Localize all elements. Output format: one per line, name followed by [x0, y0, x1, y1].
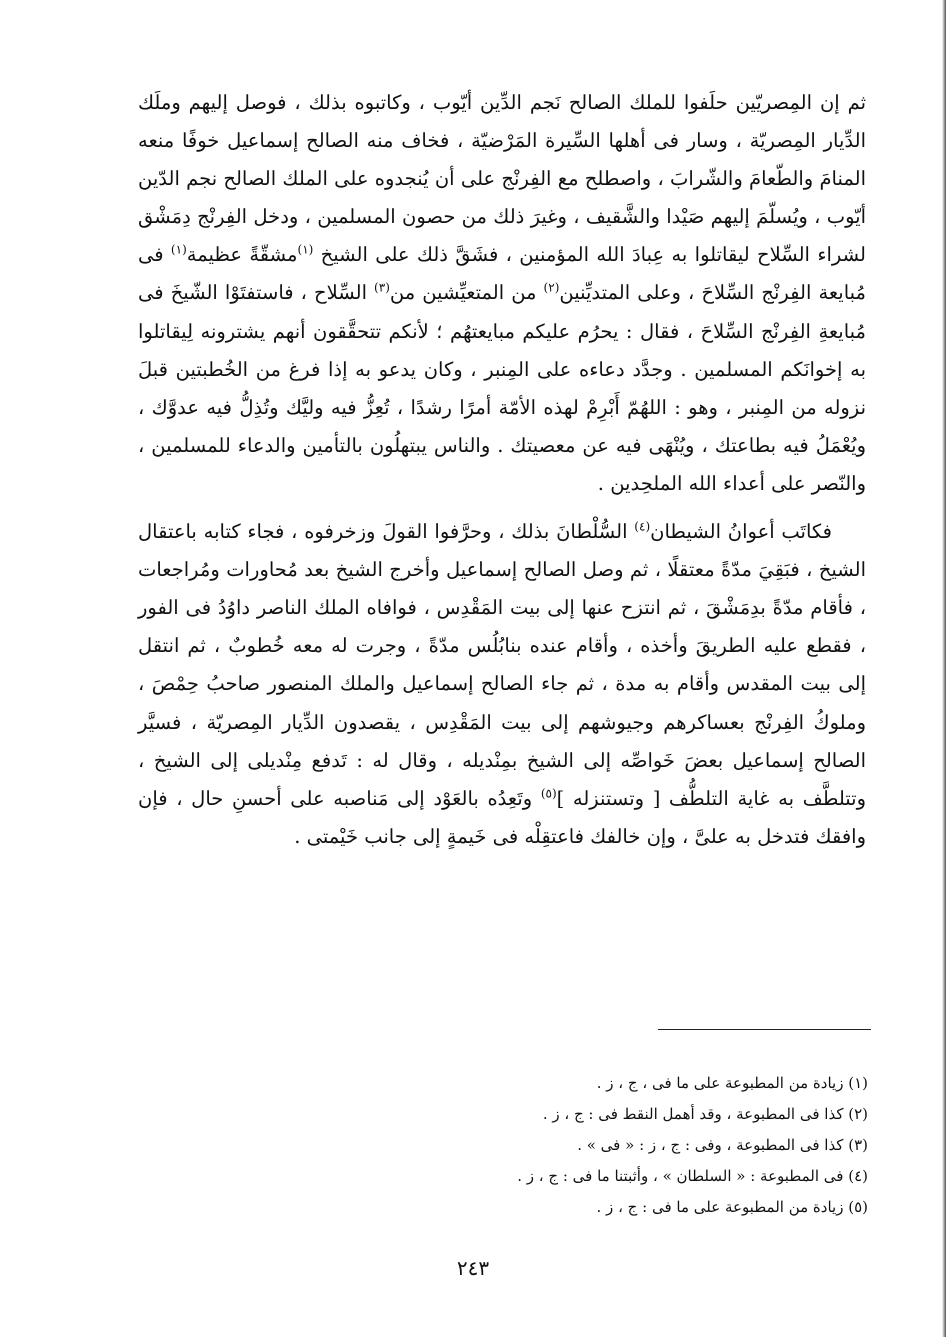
footnote: (٣) كذا فى المطبوعة ، وفى : ج ، ز : « فى » . — [577, 1136, 868, 1154]
footnote-marker: (٣) — [374, 280, 390, 295]
text-segment: مشقّةً عظيمة — [186, 243, 298, 267]
footnote: (٥) زيادة من المطبوعة على ما فى : ج ، ز . — [596, 1198, 868, 1216]
footnote-marker: (٥) — [540, 786, 557, 801]
text-segment: السُّلْطانَ بذلك ، وحرَّفوا القولَ وزخرفوه ، فجاء كتابه باعتقال الشيخ ، فبَقِيَ مدّةً معتقلًا ، ثم وصل الصالح إسماعيل وأخرج الشيخ بعد مُحاورات ومُراجعات ، فأقام مدّةً بدِمَشْقَ ، ثم انتزح عنها إلى بيت المَقْدِس ، فوافاه الملك الناصر داوُدُ فى الفور ، فقطع عليه الطريقَ وأخذه ، وأقام عنده بنابُلُس مدّةً ، وجرت له معه خُطوبٌ ، ثم انتقل إلى بيت المقدس وأقام به مدة ، ثم جاء الصالح إسماعيل والملك المنصور صاحبُ حِمْصَ ، وملوكُ الفِرنْج بعساكرهم وجيوشهم إلى بيت المَقْدِس ، يقصدون الدِّيار المِصريّة ، فسيَّر الصالح إسماعيل بعضَ خَواصِّه إلى الشيخ بمِنْديله ، وقال له : تَدفع مِنْديلى إلى الشيخ ، وتتلطَّف به غاية التلطُّف [ وتستنزله ] — [138, 520, 867, 810]
footnote-marker: (٢) — [543, 280, 560, 295]
footnote: (٤) فى المطبوعة : « السلطان » ، وأثبتنا ما فى : ج ، ز . — [517, 1167, 868, 1185]
text-segment: وتَعِدُه بالعَوْد إلى مَناصبه على أحسنِ حال ، فإن وافقك فتدخل به علىَّ ، وإن خالفك فاعتقِلْه فى خَيمةٍ إلى جانب خَيْمتى . — [138, 786, 866, 848]
paragraph — [138, 513, 866, 856]
text-segment: فى مُبايعة الفِرنْج السِّلاحَ ، وعلى المتديِّنين — [138, 243, 867, 305]
text-segment: فكاتَب أعوانُ الشيطان — [650, 520, 833, 544]
page-number: ٢٤٣ — [456, 1256, 490, 1280]
page-content — [138, 84, 866, 856]
footnote-marker: (١) — [297, 242, 314, 257]
scan-edge — [942, 0, 946, 1337]
footnote: (٢) كذا فى المطبوعة ، وقد أهمل النقط فى : ج ، ز . — [542, 1105, 868, 1123]
text-segment: السِّلاح ، فاستفتَوْا الشّيخَ فى مُبايعةِ الفِرنْج السِّلاحَ ، فقال : يحرُم عليكم مبايعتهُم ؛ لأنكم تتحقَّقون أنهم يشترونه لِيقاتلوا به إخوانَكم المسلمين . وجدَّد دعاءه على المِنبر ، وكان يدعو به إذا فرغ من الخُطبتين قبلَ نزوله من المِنبر ، وهو : اللهُمّ أَبْرِمْ لهذه الأمّة أمرًا رشدًا ، تُعِزُّ فيه وليَّك وتُذِلُّ فيه عدوَّك ، ويُعْمَلُ فيه بطاعتك ، ويُنْهَى فيه عن معصيتك . والناس يبتهلُون بالتأمين والدعاء للمسلمين ، والنّصر على أعداء الله الملحِدين . — [138, 281, 866, 495]
text-segment: ثم إن المِصريّين حلَفوا للملك الصالح نَجم الدِّين أيّوب ، وكاتبوه بذلك ، فوصل إليهم وملَك الدِّيار المِصريّة ، وسار فى أهلها السِّيرة المَرْضيّة ، فخاف منه الصالح إسماعيل خوفًا منعه المنامَ والطّعامَ والشّرابَ ، واصطلح مع الفِرنْج على أن يُنجدوه على الملك الصالح نجم الدّين أيّوب ، ويُسلّمَ إليهم صَيْدا والشَّقيف ، وغيرَ ذلك من حصون المسلمين ، ودخل الفِرنْج دِمَشْق لشراء السِّلاح ليقاتلوا به عِبادَ الله المؤمنين ، فشَقَّ ذلك على الشيخ — [138, 91, 867, 267]
footnote-marker: (٤) — [634, 519, 651, 534]
body-text — [138, 84, 866, 856]
paragraph — [138, 84, 866, 503]
text-segment: من المتعيِّشين من — [389, 281, 544, 305]
footnote: (١) زيادة من المطبوعة على ما فى ، ج ، ز . — [596, 1074, 868, 1092]
footnote-separator — [658, 1029, 871, 1030]
footnotes — [300, 1068, 868, 1223]
footnote-marker: (١) — [170, 242, 187, 257]
